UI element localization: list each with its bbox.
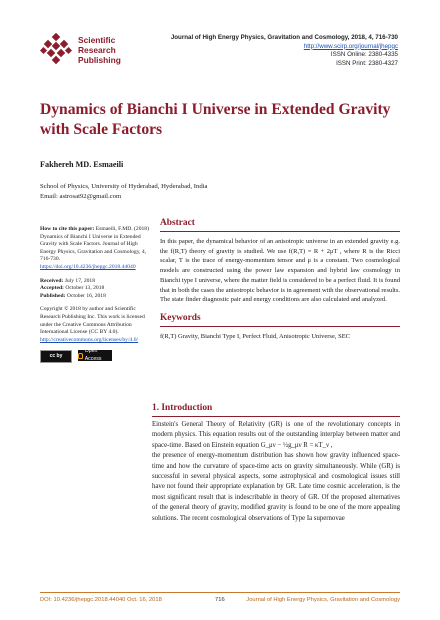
keywords-rule (160, 326, 400, 327)
journal-info (138, 34, 398, 68)
cite-text: Esmaeili, F.MD. (2018) Dynamics of Bianchi I Universe in Extended Gravity with Scale Factors. Journal of High Energy Physics, Gravitation and Cosmology, 4, 716-730. (40, 226, 149, 263)
keywords-text: f(R,T) Gravity, Bianchi Type I, Perfect Fluid, Anisotropic Universe, SEC (160, 332, 350, 340)
introduction-body (152, 420, 400, 524)
abstract-text: In this paper, the dynamical behavior of an anisotropic universe in an extended gravity e.g. the f(R,T) theory of gravity is studied. We use f(R,T) = R + 2μT , where R is the Ricci scalar, T is the trace of energy-momentum tensor and μ is a constant. Two cosmological models are constructed using the power law expansion and hybrid law cosmology in Bianchi type I universe, where the matter field is considered to be a perfect fluid. It is found that in both the cases the anisotropic behavior is in agreement with the observational results. The state finder diagnostic pair and energy conditions are also calculated and analyzed. (160, 238, 400, 304)
abstract-rule (160, 231, 400, 232)
received-label: Received: (40, 277, 64, 284)
introduction-heading: 1. Introduction (152, 403, 213, 413)
publisher-name (78, 35, 121, 65)
page-number: 716 (215, 597, 225, 603)
citation-sidebar (40, 226, 152, 363)
published-label: Published: (40, 292, 66, 299)
received-date: July 17, 2018 (64, 277, 96, 284)
affiliation: School of Physics, University of Hyderabad, Hyderabad, India (40, 183, 208, 190)
intro-paragraph-2: the presence of energy-momentum distribution has shown how gravity influenced space-time and how the curvature of space-time acts on gravity simultaneously. While (GR) is successful in several physical aspects, some astrophysical and cosmological issues still have not found their appropriate explanation by GR. Late time cosmic acceleration, is the most significant result that is indescribable in theory of GR. Of the proposed alternatives of the general theory of gravity, modified gravity is found to be one of the more appealing solutions. The recent cosmological observations of Type Ia supernovae (152, 452, 400, 522)
copyright-text: Copyright © 2018 by author and Scientific Research Publishing Inc. This work is licensed under the Creative Commons Attribution International License (CC BY 4.0). (40, 306, 145, 336)
accepted-date: October 13, 2018 (65, 285, 105, 292)
accepted-label: Accepted: (40, 285, 64, 292)
open-access-label: Open Access (84, 348, 102, 362)
license-link[interactable]: http://creativecommons.org/licenses/by/4.0/ (40, 336, 139, 343)
paper-title: Dynamics of Bianchi I Universe in Extended Gravity with Scale Factors (40, 101, 391, 138)
footer-journal-name: Journal of High Energy Physics, Gravitation and Cosmology (246, 597, 400, 603)
footer-doi-date: DOI: 10.4236/jhepgc.2018.44040 Oct. 16, 2018 (40, 597, 162, 603)
introduction-heading-block (152, 403, 400, 417)
author-email: Email: astrosat92@gmail.com (40, 193, 122, 200)
introduction-rule (152, 416, 400, 417)
abstract-heading: Abstract (160, 218, 195, 228)
published-date: October 16, 2018 (66, 292, 106, 299)
journal-title-line: Journal of High Energy Physics, Gravitation and Cosmology, 2018, 4, 716-730 (170, 34, 398, 41)
dates-block (40, 278, 152, 301)
citation-block (40, 226, 152, 272)
publisher-name-line-2: Research (78, 45, 116, 55)
footer-rule (40, 592, 400, 593)
cite-label: How to cite this paper: (40, 226, 95, 232)
abstract-column (160, 218, 400, 341)
cite-doi-link[interactable]: https://doi.org/10.4236/jhepgc.2018.44040 (40, 263, 136, 270)
publisher-name-line-1: Scientific (78, 35, 116, 45)
keywords-heading: Keywords (160, 312, 201, 323)
publisher-logo (40, 33, 148, 69)
journal-url-link[interactable]: http://www.scirp.org/journal/jhepgc (303, 42, 398, 50)
publisher-name-line-3: Publishing (78, 55, 121, 65)
license-badges (40, 350, 152, 363)
paper-author: Fakhereh MD. Esmaeili (40, 160, 124, 169)
cc-by-badge-icon[interactable]: cc by (40, 350, 72, 363)
issn-print: ISSN Print: 2380-4327 (336, 59, 398, 67)
issn-online: ISSN Online: 2380-4335 (330, 51, 398, 59)
author-affiliation-block (40, 182, 208, 202)
scirp-logo-icon (40, 33, 72, 65)
open-lock-icon (78, 353, 83, 359)
copyright-block (40, 306, 152, 344)
abstract-body (160, 237, 400, 305)
intro-paragraph-1: Einstein's General Theory of Relativity (GR) is one of the revolutionary concepts in modern physics. This equation results out of the outstanding interplay between matter and space-time. Based on Einstein equation G_μν − ½g_μν R = κT_ν , (152, 421, 400, 449)
open-access-badge[interactable] (78, 350, 112, 361)
